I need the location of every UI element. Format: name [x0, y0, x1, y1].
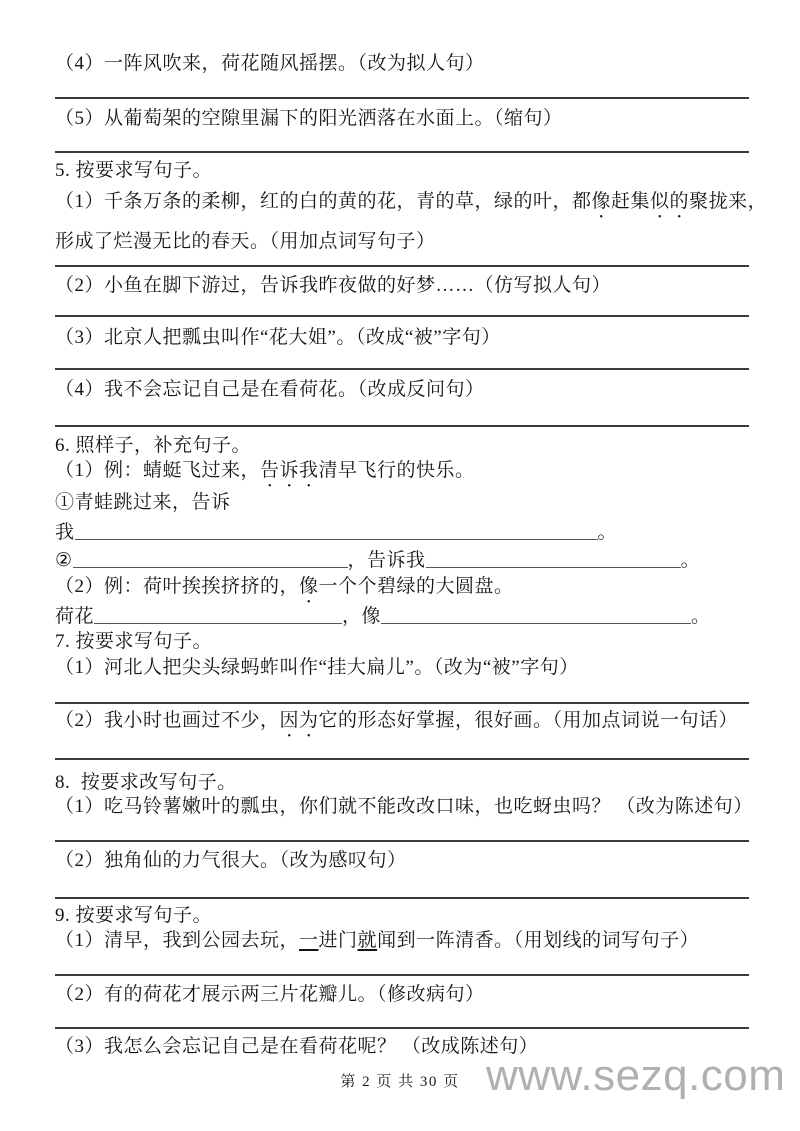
- text-segment: 一个个碧绿的大圆盘。: [318, 576, 514, 597]
- text-segment: 我: [55, 522, 75, 543]
- question-6-sub-1-line-1: ①青蛙跳过来，告诉: [55, 492, 231, 513]
- answer-blank: [75, 520, 598, 540]
- text-segment: （1）清早，我到公园去玩，: [55, 930, 300, 951]
- question-9-heading: 9. 按要求写句子。: [55, 905, 213, 926]
- question-5-item-3: （3）北京人把瓢虫叫作“花大姐”。（改成“被”字句）: [55, 327, 501, 348]
- answer-rule: [55, 368, 749, 370]
- answer-rule: [55, 974, 749, 976]
- exercise-item-4: （4）一阵风吹来，荷花随风摇摆。（改为拟人句）: [55, 53, 485, 74]
- answer-rule: [55, 151, 749, 153]
- question-5-item-4: （4）我不会忘记自己是在看荷花。（改成反问句）: [55, 379, 485, 400]
- answer-blank: [426, 548, 681, 568]
- question-9-item-3: （3）我怎么会忘记自己是在看荷花呢？ （改成陈述句）: [55, 1036, 539, 1057]
- text-segment: ②: [55, 550, 73, 571]
- question-7-heading: 7. 按要求写句子。: [55, 631, 213, 652]
- question-7-item-1: （1）河北人把尖头绿蚂蚱叫作“挂大扁儿”。（改为“被”字句）: [55, 657, 579, 678]
- answer-blank: [94, 604, 342, 624]
- text-segment: 赶集: [611, 191, 651, 212]
- text-segment: 形成了烂漫无比的春天。（用加点词写句子）: [55, 231, 436, 252]
- underlined-word: 就: [357, 930, 378, 951]
- question-8-item-2: （2）独角仙的力气很大。（改为感叹句）: [55, 850, 407, 871]
- question-8-heading: 8. 按要求改写句子。: [55, 772, 237, 793]
- question-6-sub-2: [55, 546, 795, 574]
- text-segment: 。: [691, 606, 711, 627]
- answer-rule: [55, 897, 749, 899]
- question-6-heading: 6. 照样子，补充句子。: [55, 435, 252, 456]
- answer-rule: [55, 1027, 749, 1029]
- underlined-word: 一: [299, 930, 319, 951]
- answer-blank: [381, 604, 691, 624]
- emphasized-word: 像: [299, 576, 319, 597]
- answer-rule: [55, 97, 749, 99]
- question-6-example-1: [55, 458, 795, 492]
- watermark: www.sezq.com: [486, 1051, 786, 1100]
- question-6-sub-1-line-2: [55, 518, 795, 546]
- text-segment: 。: [680, 550, 701, 571]
- question-8-item-1: （1）吃马铃薯嫩叶的瓢虫，你们就不能改改口味，也吃蚜虫吗？ （改为陈述句）: [55, 796, 753, 817]
- text-segment: ，像: [342, 606, 382, 627]
- text-segment: 闻到一阵清香。（用划线的词写句子）: [377, 930, 700, 951]
- question-6-fill: [55, 602, 795, 630]
- answer-rule: [55, 265, 749, 267]
- emphasized-word: 因为: [279, 710, 319, 731]
- text-segment: 聚拢来，: [689, 191, 768, 212]
- page-number: 第 2 页 共 30 页: [340, 1074, 460, 1090]
- answer-rule: [55, 425, 749, 427]
- answer-rule: [55, 840, 749, 842]
- exercise-item-5: （5）从葡萄架的空隙里漏下的阳光洒落在水面上。（缩句）: [55, 108, 563, 129]
- text-segment: （2）我小时也画过不少，: [55, 710, 280, 731]
- answer-blank: [73, 548, 348, 568]
- text-segment: （1）例：蜻蜓飞过来，: [55, 460, 261, 481]
- answer-rule: [55, 758, 749, 760]
- answer-rule: [55, 702, 749, 704]
- text-segment: （1）千条万条的柔柳，红的白的黄的花，青的草，绿的叶，都: [55, 191, 592, 212]
- emphasized-word: 似的: [650, 191, 690, 212]
- question-5-item-2: （2）小鱼在脚下游过，告诉我昨夜做的好梦……（仿写拟人句）: [55, 275, 612, 296]
- text-segment: （2）例：荷叶挨挨挤挤的，: [55, 576, 300, 597]
- text-segment: 荷花: [55, 606, 95, 627]
- text-segment: ，告诉我: [347, 550, 426, 571]
- text-segment: 清早飞行的快乐。: [318, 460, 475, 481]
- text-segment: 进门: [318, 930, 358, 951]
- text-segment: 。: [597, 522, 618, 543]
- question-9-item-1: [55, 928, 795, 954]
- emphasized-word: 像: [591, 191, 612, 212]
- question-5-item-1: [55, 183, 795, 260]
- question-9-item-2: （2）有的荷花才展示两三片花瓣儿。（修改病句）: [55, 984, 485, 1005]
- text-segment: 它的形态好掌握，很好画。（用加点词说一句话）: [318, 710, 739, 731]
- question-5-heading: 5. 按要求写句子。: [55, 160, 213, 181]
- emphasized-word: 告诉我: [260, 460, 319, 481]
- question-7-item-2: [55, 708, 795, 742]
- answer-rule: [55, 315, 749, 317]
